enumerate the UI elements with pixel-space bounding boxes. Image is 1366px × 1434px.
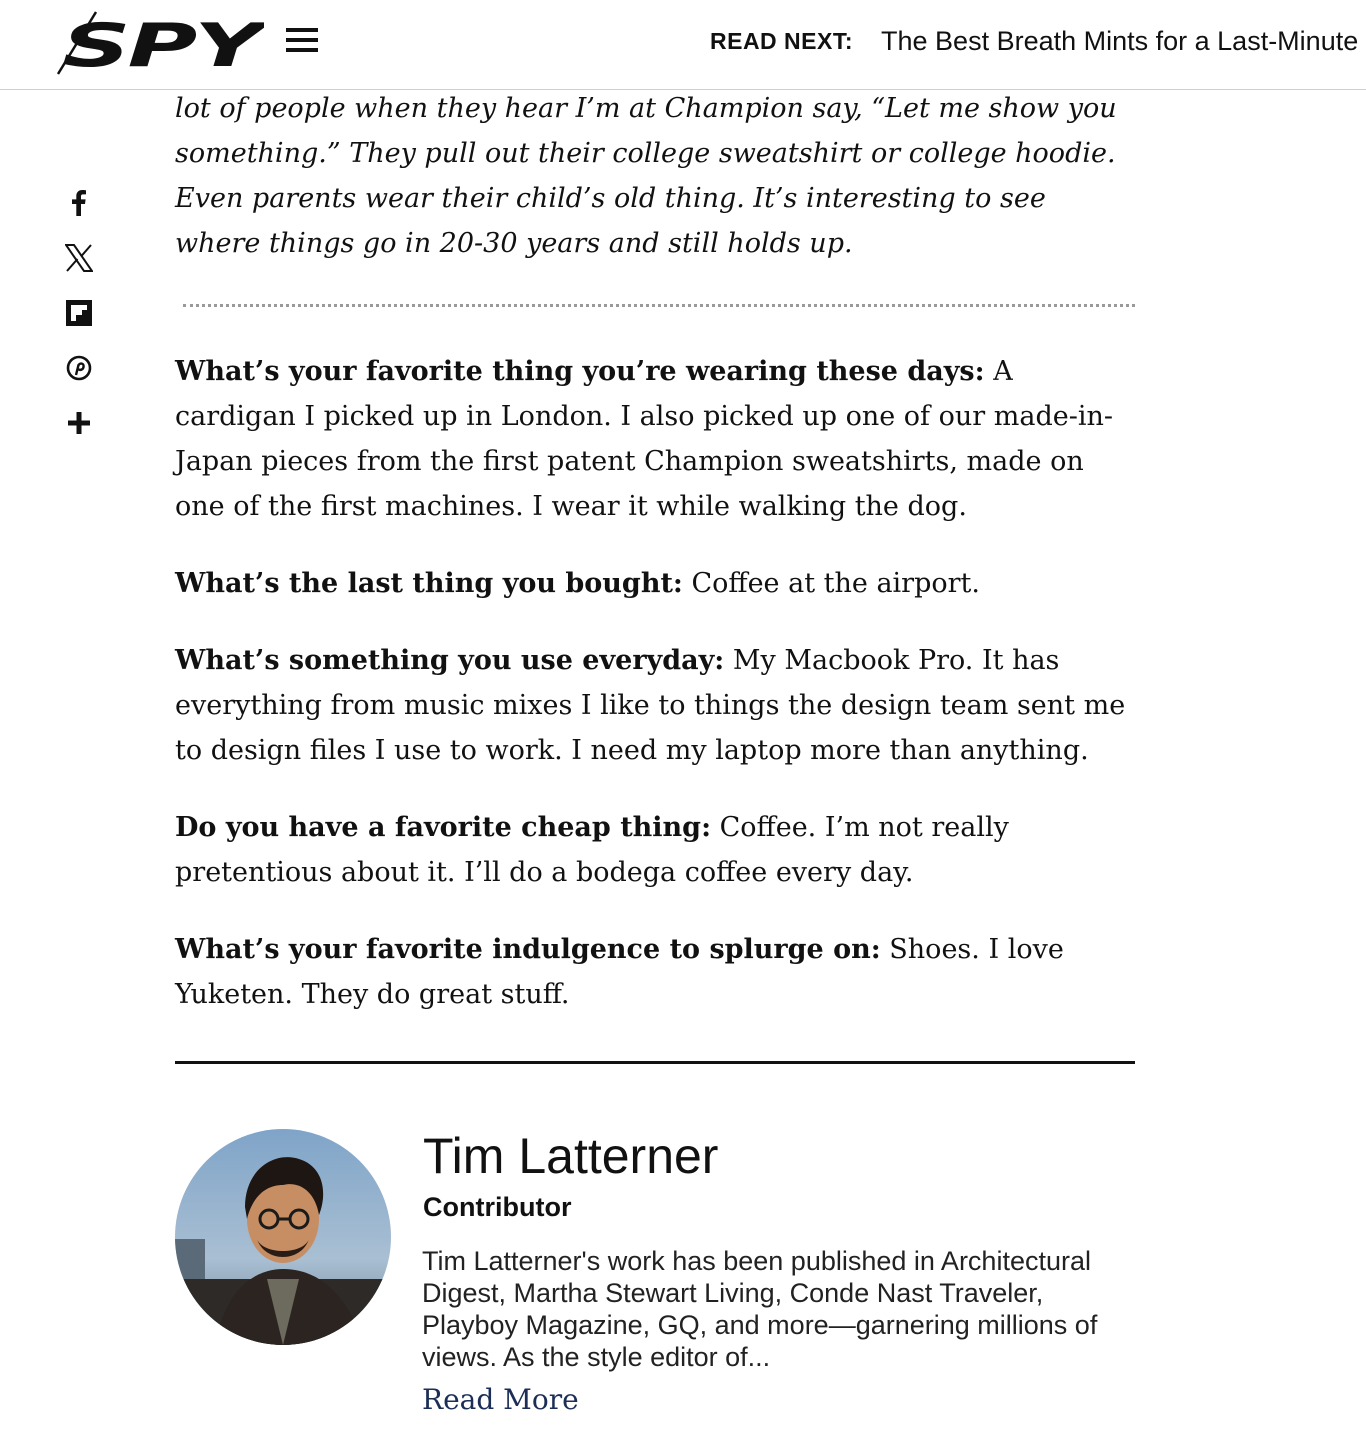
author-photo xyxy=(175,1129,391,1345)
qa-answer: Coffee at the airport. xyxy=(682,568,980,599)
pull-quote: lot of people when they hear I’m at Champion say, “Let me show you something.” They pull out their college sweatshirt or college hoodie. Even parents wear their child’s old thing. It’s interesting to see where things go in 20-30 years and still holds up. xyxy=(175,93,1117,259)
author-avatar[interactable] xyxy=(175,1129,391,1345)
svg-text:SPY: SPY xyxy=(62,11,264,76)
spy-logo-mark xyxy=(56,10,264,76)
flipboard-icon xyxy=(66,300,92,326)
author-bio: Tim Latterner's work has been published in Architectural Digest, Martha Stewart Living, Conde Nast Traveler, Playboy Magazine, GQ, and more—garnering millions of views. As the style editor of... xyxy=(422,1246,1098,1372)
read-more-link[interactable]: Read More xyxy=(422,1383,579,1416)
read-next xyxy=(710,26,1358,57)
qa-question: What’s your favorite indulgence to splurge on: xyxy=(175,934,881,965)
facebook-icon xyxy=(72,190,86,216)
more-share-button[interactable] xyxy=(62,406,96,440)
author-role: Contributor xyxy=(423,1192,572,1222)
qa-answer: A cardigan I picked up in London. I also picked up one of our made-in-Japan pieces from the first patent Champion sweatshirts, made on one of the first machines. I wear it while walking the dog. xyxy=(175,356,1113,522)
share-rail xyxy=(62,186,96,461)
author-name[interactable]: Tim Latterner xyxy=(423,1128,719,1184)
qa-item xyxy=(175,638,1135,773)
qa-question: What’s the last thing you bought: xyxy=(175,568,683,599)
qa-question: Do you have a favorite cheap thing: xyxy=(175,812,712,843)
qa-answer: Coffee. I’m not really pretentious about it. I’ll do a bodega coffee every day. xyxy=(175,812,1009,888)
qa-item xyxy=(175,927,1135,1017)
qa-question: What’s something you use everyday: xyxy=(175,645,725,676)
qa-answer: Shoes. I love Yuketen. They do great stuff. xyxy=(175,934,1064,1010)
read-next-label: READ NEXT: xyxy=(710,28,854,54)
read-next-link[interactable]: The Best Breath Mints for a Last-Minute xyxy=(881,26,1359,56)
qa-question: What’s your favorite thing you’re wearing these days: xyxy=(175,356,985,387)
dotted-divider xyxy=(183,304,1135,308)
x-share-button[interactable] xyxy=(62,241,96,275)
spy-logo[interactable] xyxy=(56,10,264,76)
article-body xyxy=(175,86,1135,1017)
qa-answer: My Macbook Pro. It has everything from music mixes I like to things the design team sent me to design files I use to work. I need my laptop more than anything. xyxy=(175,645,1126,766)
author-divider xyxy=(175,1061,1135,1064)
qa-item xyxy=(175,349,1135,529)
qa-item xyxy=(175,805,1135,895)
pinterest-share-button[interactable] xyxy=(62,351,96,385)
facebook-share-button[interactable] xyxy=(62,186,96,220)
pinterest-icon xyxy=(66,355,92,381)
plus-icon xyxy=(67,411,91,435)
x-icon xyxy=(65,244,93,272)
qa-item xyxy=(175,561,1135,606)
hamburger-menu-icon[interactable] xyxy=(286,28,320,56)
flipboard-share-button[interactable] xyxy=(62,296,96,330)
site-header xyxy=(0,0,1366,90)
